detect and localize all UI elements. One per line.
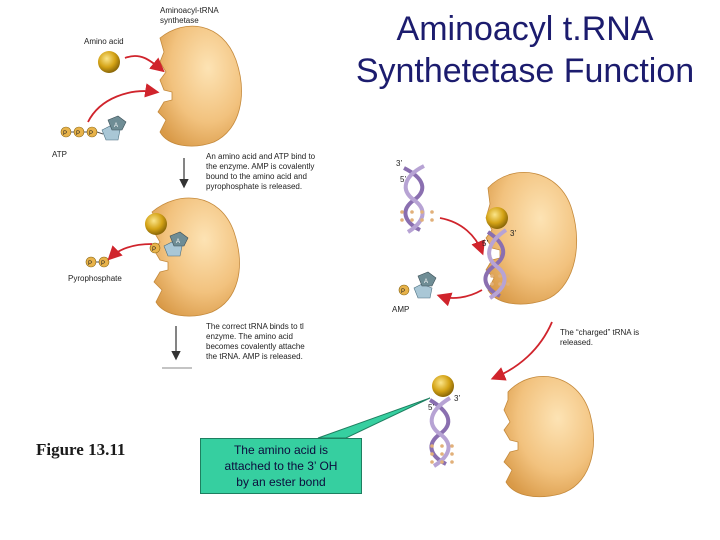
step-2-line-4: the tRNA. AMP is released. bbox=[206, 352, 303, 361]
arrow-atp-in bbox=[88, 91, 156, 122]
enzyme-shape-2 bbox=[152, 198, 239, 316]
trna-charged-3prime: 3’ bbox=[454, 394, 461, 403]
callout-pointer bbox=[318, 398, 430, 438]
callout-line-2: attached to the 3’ OH bbox=[224, 459, 338, 473]
step-1-line-4: pyrophosphate is released. bbox=[206, 182, 303, 191]
atp-p-label-3: P bbox=[89, 131, 94, 137]
amino-acid-ball-1 bbox=[98, 51, 120, 73]
amino-acid-ball-3 bbox=[486, 207, 508, 229]
step-2-line-1: The correct tRNA binds to tl bbox=[206, 322, 304, 331]
pyrophosphate-label: Pyrophosphate bbox=[68, 274, 122, 283]
enzyme-shape-1 bbox=[158, 26, 241, 146]
atp-p-label-1: P bbox=[63, 131, 68, 137]
trna-bound-5prime: 5’ bbox=[482, 239, 489, 248]
amino-acid-label: Amino acid bbox=[84, 37, 124, 46]
step-1-line-3: bound to the amino acid and bbox=[206, 172, 307, 181]
bound-a-label: A bbox=[176, 239, 181, 245]
trna-free-5prime: 5’ bbox=[400, 175, 407, 184]
arrow-ppi-out bbox=[110, 244, 152, 258]
arrow-amp-out bbox=[440, 290, 482, 298]
ppi-p-label-2: P bbox=[101, 261, 106, 267]
arrow-trna-in bbox=[440, 218, 482, 252]
synthetase-label-line-1: Aminoacyl-tRNA bbox=[160, 6, 219, 15]
amp-p-label: P bbox=[401, 289, 406, 295]
trna-free-3prime: 3’ bbox=[396, 159, 403, 168]
step-2-description bbox=[206, 322, 305, 362]
step-1-description bbox=[206, 152, 315, 192]
callout-line-1: The amino acid is bbox=[233, 443, 329, 457]
enzyme-shape-4 bbox=[504, 376, 593, 496]
ppi-p-label-1: P bbox=[88, 261, 93, 267]
amino-acid-ball-4 bbox=[432, 375, 454, 397]
trna-bound-3prime: 3’ bbox=[510, 229, 517, 238]
ester-bond-callout bbox=[200, 438, 362, 494]
step-3-line-2: released. bbox=[560, 338, 593, 347]
title-line-1: Aminoacyl t.RNA bbox=[396, 10, 654, 48]
step-1-line-2: the enzyme. AMP is covalently bbox=[206, 162, 315, 171]
callout-line-3: by an ester bond bbox=[236, 475, 326, 489]
arrow-charged-out bbox=[494, 322, 552, 378]
synthetase-label-line-2: synthetase bbox=[160, 16, 199, 25]
step-1-line-1: An amino acid and ATP bind to bbox=[206, 152, 316, 161]
step-3-description bbox=[560, 328, 639, 348]
atp-p-label-2: P bbox=[76, 131, 81, 137]
title-line-2: Synthetetase Function bbox=[355, 52, 695, 90]
step-3-line-1: The “charged” tRNA is bbox=[560, 328, 640, 337]
amp-a-label: A bbox=[424, 279, 429, 285]
step-2-line-3: becomes covalently attache bbox=[206, 342, 305, 351]
amp-label: AMP bbox=[392, 305, 410, 314]
figure-label: Figure 13.11 bbox=[36, 440, 126, 459]
arrow-amino-acid-in bbox=[125, 56, 162, 70]
bound-p-label: P bbox=[152, 247, 157, 253]
trna-charged-5prime: 5’ bbox=[428, 403, 435, 412]
step-2-line-2: enzyme. The amino acid bbox=[206, 332, 294, 341]
amino-acid-ball-2 bbox=[145, 213, 167, 235]
atp-label: ATP bbox=[52, 150, 67, 159]
atp-a-label: A bbox=[114, 123, 119, 129]
